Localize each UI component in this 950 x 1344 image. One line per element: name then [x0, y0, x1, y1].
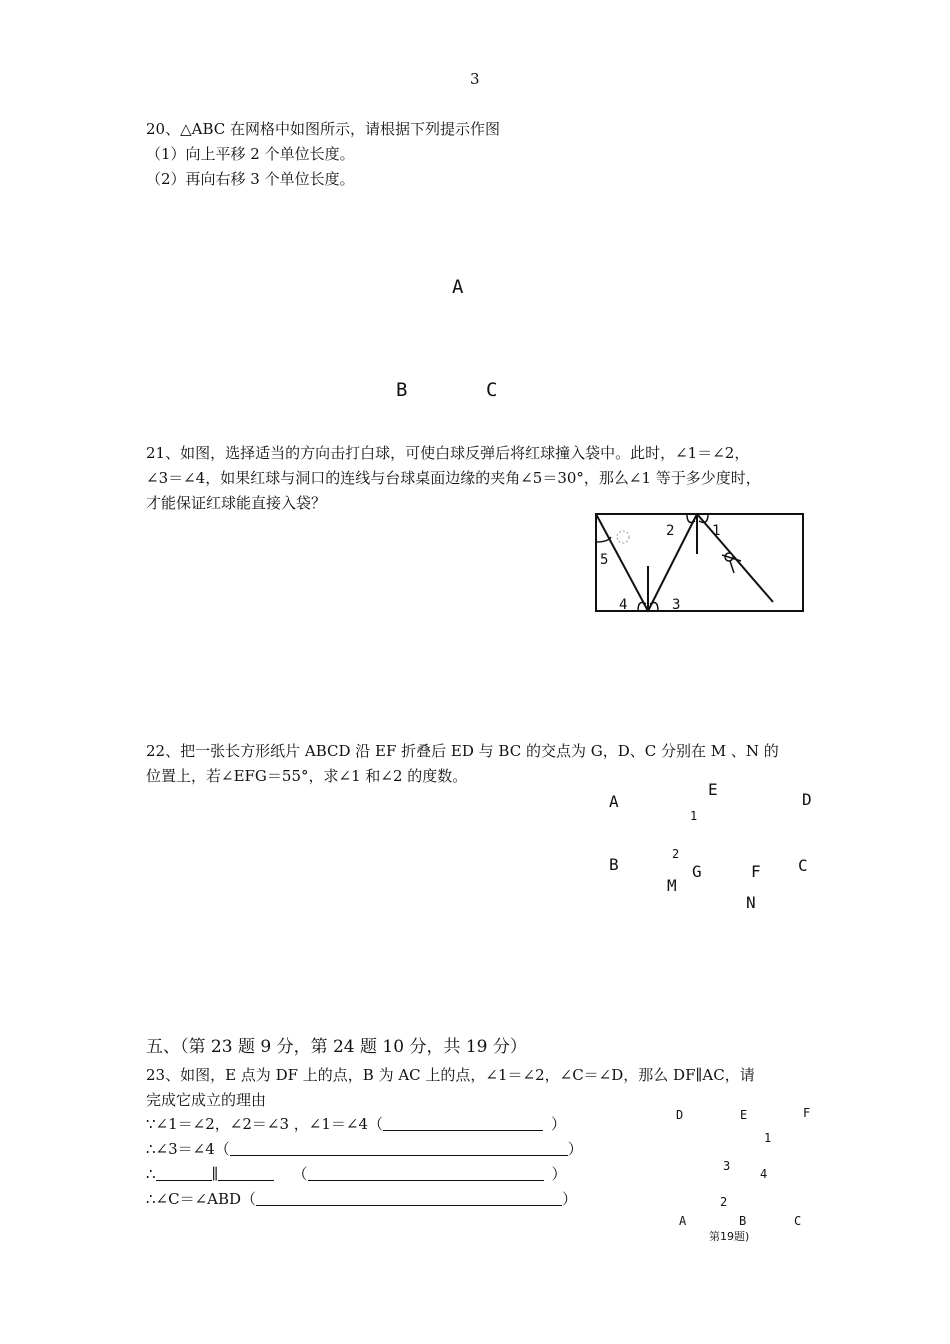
q20-label-b: B: [396, 379, 408, 401]
section-5-title: 五、（第 23 题 9 分，第 24 题 10 分，共 19 分）: [146, 1037, 527, 1057]
close-paren: ）: [567, 1140, 583, 1158]
q23-step4-text: ∴∠C＝∠ABD（: [146, 1190, 257, 1208]
q23-step1: [146, 1111, 566, 1137]
q20-line2: （1）向上平移 2 个单位长度。: [146, 145, 355, 163]
q23-step2: [146, 1136, 583, 1162]
q22-label-b: B: [609, 855, 619, 874]
q22-line2: 位置上，若∠EFG＝55°，求∠1 和∠2 的度数。: [146, 767, 468, 785]
q21-line2: ∠3＝∠4，如果红球与洞口的连线与台球桌面边缘的夹角∠5＝30°，那么∠1 等于多少度时，: [146, 469, 761, 487]
q23-label-f: F: [803, 1106, 811, 1120]
pocket-circle: [617, 531, 629, 543]
q23-label-a: A: [679, 1214, 687, 1228]
q23-step2-text: ∴∠3＝∠4（: [146, 1140, 230, 1158]
close-paren: ）: [551, 1165, 567, 1183]
q23-step4: [146, 1186, 577, 1212]
q21-angle-4: 4: [619, 597, 628, 613]
q23-step3: [146, 1161, 567, 1187]
q23-line2: 完成它成立的理由: [146, 1091, 267, 1109]
close-paren: ）: [550, 1115, 566, 1133]
q23-label-b: B: [739, 1214, 747, 1228]
q23-angle-2: 2: [720, 1195, 728, 1209]
ball-path-3: [697, 514, 773, 602]
q22-label-g: G: [692, 862, 702, 881]
q22-label-m: M: [667, 876, 677, 895]
q23-step3-therefore: ∴: [146, 1165, 156, 1183]
answer-blank-2[interactable]: [230, 1139, 568, 1156]
q23-step3-open: （: [292, 1165, 308, 1183]
q20-label-c: C: [486, 379, 498, 401]
answer-blank-3a[interactable]: [156, 1164, 212, 1181]
q23-angle-3: 3: [723, 1159, 731, 1173]
q21-angle-2: 2: [666, 523, 675, 539]
answer-blank-3b[interactable]: [218, 1164, 274, 1181]
q22-label-c: C: [798, 856, 808, 875]
q21-angle-3: 3: [672, 597, 681, 613]
answer-blank-1[interactable]: [383, 1114, 543, 1131]
q21-angle-5: 5: [600, 552, 609, 568]
q23-line1: 23、如图，E 点为 DF 上的点，B 为 AC 上的点，∠1＝∠2，∠C＝∠D，那么 DF∥AC，请: [146, 1066, 755, 1084]
q22-line1: 22、把一张长方形纸片 ABCD 沿 EF 折叠后 ED 与 BC 的交点为 G，D、C 分别在 M 、N 的: [146, 742, 779, 760]
q23-label-c: C: [794, 1214, 802, 1228]
page-number: 3: [470, 70, 480, 88]
q22-angle-1: 1: [690, 809, 698, 823]
q22-label-d: D: [802, 790, 812, 809]
q23-label-e: E: [740, 1108, 748, 1122]
q23-angle-4: 4: [760, 1167, 768, 1181]
q20-line1: 20、△ABC 在网格中如图所示，请根据下列提示作图: [146, 120, 501, 138]
q20-label-a: A: [452, 276, 464, 298]
q21-line3: 才能保证红球能直接入袋？: [146, 494, 327, 512]
q23-step1-text: ∵∠1＝∠2，∠2＝∠3 ，∠1＝∠4（: [146, 1115, 383, 1133]
q22-angle-2: 2: [672, 847, 680, 861]
q21-line1: 21、如图，选择适当的方向击打白球，可使白球反弹后将红球撞入袋中。此时，∠1＝∠2，: [146, 444, 750, 462]
q22-label-f: F: [751, 862, 761, 881]
close-paren: ）: [562, 1190, 578, 1208]
q22-label-n: N: [746, 893, 756, 912]
q23-label-d: D: [676, 1108, 684, 1122]
q21-angle-1: 1: [712, 523, 721, 539]
answer-blank-3c[interactable]: [308, 1164, 544, 1181]
q22-label-a: A: [609, 792, 619, 811]
q23-angle-1: 1: [764, 1131, 772, 1145]
answer-blank-4[interactable]: [256, 1189, 562, 1206]
q20-line3: （2）再向右移 3 个单位长度。: [146, 170, 355, 188]
q23-figure-caption: 第19题): [709, 1230, 750, 1243]
q23-step3-parallel: ∥: [211, 1165, 219, 1183]
q22-label-e: E: [708, 780, 718, 799]
red-ball-mark-v: [730, 561, 734, 573]
